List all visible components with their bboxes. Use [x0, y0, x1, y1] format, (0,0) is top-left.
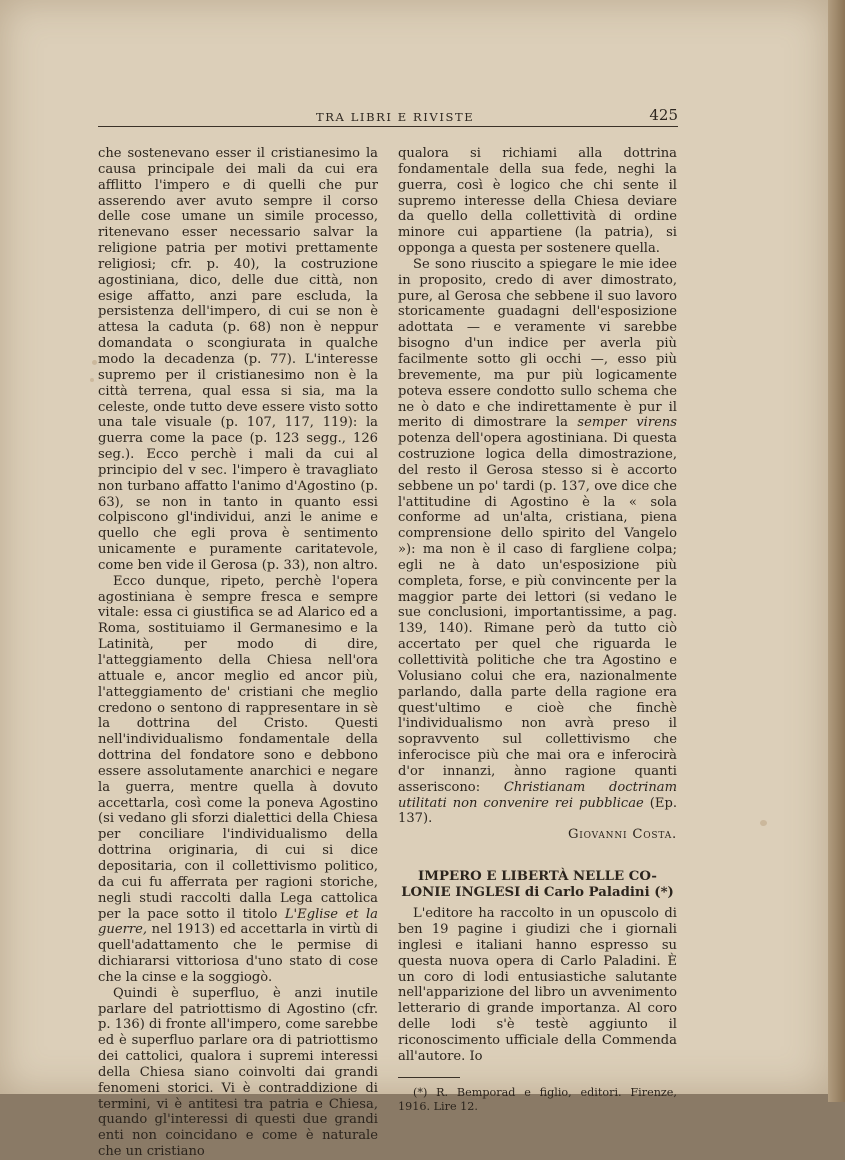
stain-spot	[760, 820, 767, 826]
page-edge	[828, 0, 845, 1102]
footnote: (*) R. Bemporad e figlio, editori. Firenze, 1916. Lire 12.	[398, 1085, 677, 1113]
paragraph: Se sono riuscito a spiegare le mie idee in proposito, credo di aver dimostrato, pure, al Gerosa che sebbene il suo lavoro storicamente guadagni dell'esposizione adottata — e veramente vi sarebbe bisogno d'un indice per averla più facilmente sotto gli occhi —, esso più brevemente, ma pur più logicamente poteva essere condotto sullo schema che ne ò dato e che indirettamente è pur il merito di dimostrare la semper virens potenza dell'opera agostiniana. Di questa costruzione logica della dimostrazione, del resto il Gerosa stesso si è accorto sebbene un po' tardi (p. 137, ove dice che l'attitudine di Agostino è la « sola conforme ad un'alta, cristiana, piena comprensione dello spirito del Vangelo »): ma non è il caso di fargliene colpa; egli ne à dato un'esposizione più completa, forse, e più convincente per la maggior parte dei lettori (si vedano le sue conclusioni, importantissime, a pag. 139, 140). Rimane però da tutto ciò accertato per quel che riguarda le collettività politiche che tra Agostino e Volusiano colui che era, nazionalmente parlando, dalla parte della ragione era quest'ultimo e cioè che finchè l'individualismo non avrà preso il sopravvento sul collettivismo che inferocisce più che mai ora e inferocirà d'or innanzi, ànno ragione quanti asseriscono: Christianam doctrinam utilitati non convenire rei pubblicae (Ep. 137).	[398, 256, 677, 827]
paragraph: L'editore ha raccolto in un opuscolo di ben 19 pagine i giudizi che i giornali inglesi e italiani hanno espresso su questa nuova opera di Carlo Paladini. È un coro di lodi entusiastiche salutante nell'apparizione del libro un avvenimento letterario di grande importanza. Al coro delle lodi s'è testè aggiunto il riconoscimento ufficiale della Commenda all'autore. Io	[398, 906, 677, 1064]
section-title: IMPERO E LIBERTÀ NELLE CO- LONIE INGLESI di Carlo Paladini (*)	[401, 869, 674, 900]
page-number: 425	[649, 106, 678, 124]
paragraph: qualora si richiami alla dottrina fondamentale della sua fede, neghi la guerra, così è logico che chi sente il supremo interesse della Chiesa deviare da quello della collettività di ordine minore cui appartiene (la patria), si opponga a questa per sostenere quella.	[398, 146, 677, 257]
paragraph: Ecco dunque, ripeto, perchè l'opera agostiniana è sempre fresca e sempre vitale: essa ci giustifica se ad Alarico ed a Roma, sostituiamo il Germanesimo e la Latinità, per modo di dire, l'atteggiamento della Chiesa nell'ora attuale e, ancor meglio ed ancor più, l'atteggiamento de' cristiani che meglio credono o sentono di rappresentare in sè la dottrina del Cristo. Questi nell'individualismo fondamentale della dottrina del fondatore sono e debbono essere assolutamente anarchici e negare la guerra, mentre quella à dovuto accettarla, così come la poneva Agostino (si vedano gli sforzi dialettici della Chiesa per conciliare l'individualismo della dottrina originaria, di cui si dice depositaria, con il collettivismo politico, da cui fu afferrata per ragioni storiche, negli studi raccolti dalla Lega cattolica per la pace sotto il titolo L'Eglise et la guerre, nel 1913) ed accettarla in virtù di quell'adattamento che le permise di dichiararsi vittoriosa d'uno stato di cose che la cinse e la soggiogò.	[98, 573, 378, 985]
author-signature: Giovanni Costa.	[567, 827, 677, 843]
footnote-rule	[398, 1077, 460, 1078]
header-rule	[98, 126, 678, 127]
italic-phrase: semper virens	[577, 415, 677, 431]
paragraph: che sostenevano esser il cristianesimo la causa principale dei mali da cui era afflitto l'impero e di quelli che pur asserendo aver avuto sempre il corso delle cose umane un simile processo, ritenevano esser necessario salvar la religione patria per motivi prettamente religiosi; cfr. p. 40), la costruzione agostiniana, dico, delle due città, non esige affatto, anzi pare escluda, la persistenza dell'impero, di cui se non è attesa la caduta (p. 68) non è neppur domandata o scongiurata in qualche modo la decadenza (p. 77). L'interesse supremo per il cristianesimo non è la città terrena, qual essa si sia, ma la celeste, onde tutto deve essere visto sotto una tale visuale (p. 107, 117, 119): la guerra come la pace (p. 123 segg., 126 seg.). Ecco perchè i mali da cui al principio del v sec. l'impero è travagliato non turbano affatto l'animo d'Agostino (p. 63), se non in tanto in quanto essi colpiscono gl'individui, anzi le anime e quello che egli prova è sentimento unicamente e puramente caritatevole, come ben vide il Gerosa (p. 33), non altro.	[98, 146, 378, 573]
right-column	[398, 146, 677, 1114]
paragraph: Quindi è superfluo, è anzi inutile parlare del patriottismo di Agostino (cfr. p. 136) di fronte all'impero, come sarebbe ed è superfluo parlare ora di patriottismo dei cattolici, qualora i supremi interessi della Chiesa siano coinvolti dai grandi fenomeni storici. Vi è contraddizione di termini, vi è antitesi tra patria e Chiesa, quando gl'interessi di questi due grandi enti non coincidano e come è naturale che un cristiano	[98, 985, 378, 1160]
running-header	[98, 106, 678, 126]
stain-spot	[92, 360, 97, 365]
running-title: TRA LIBRI E RIVISTE	[316, 110, 475, 124]
left-column	[98, 146, 378, 1160]
latin-quote: Christianam doctrinam utilitati non convenire rei pubblicae	[398, 779, 677, 811]
stain-spot	[90, 378, 94, 382]
italic-title: L'Eglise et la guerre,	[98, 906, 378, 938]
